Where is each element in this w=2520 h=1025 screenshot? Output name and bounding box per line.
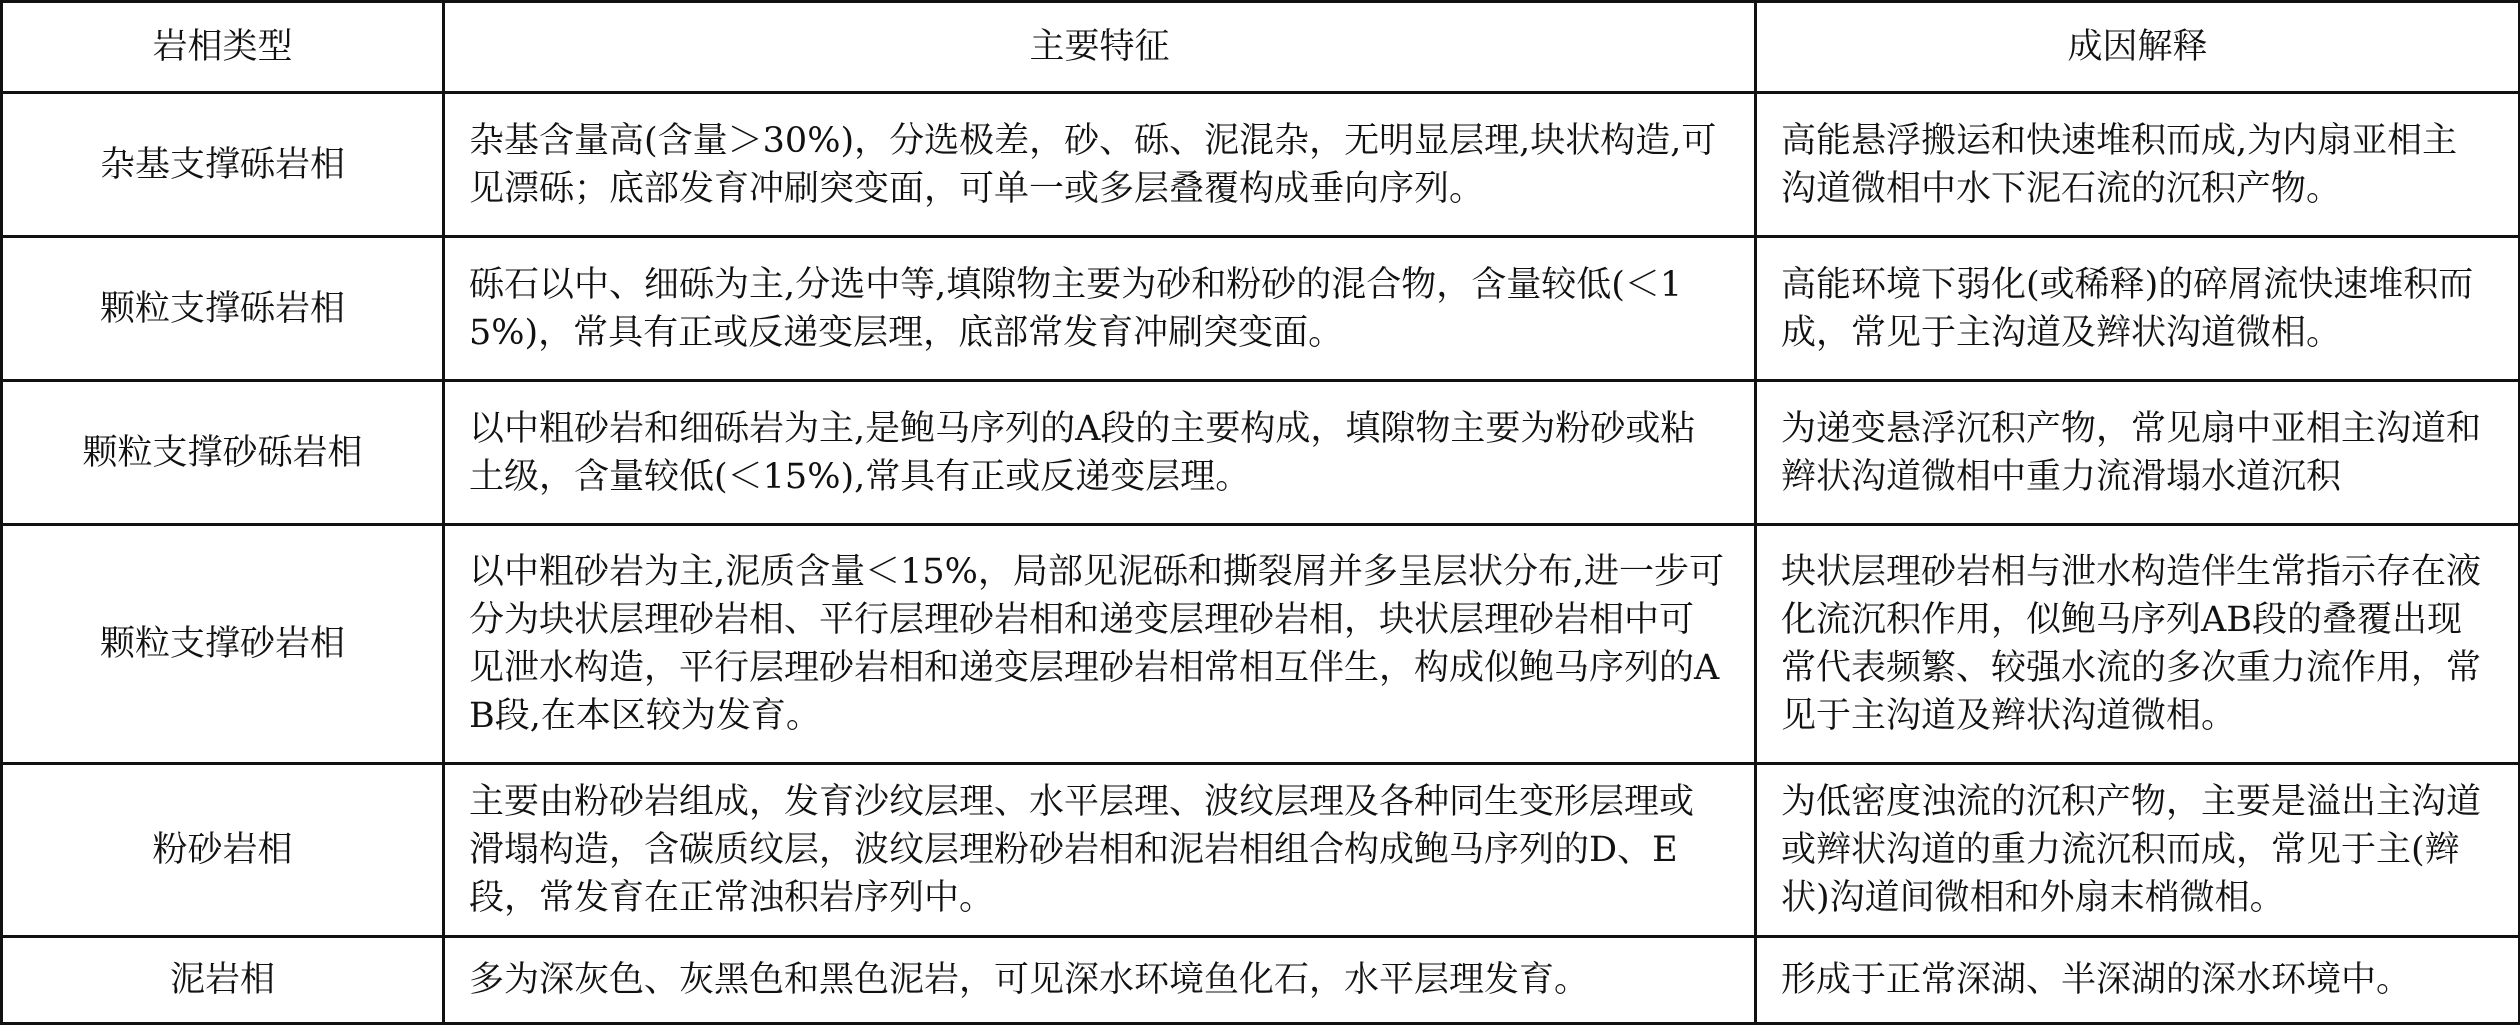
cell-lithofacies-type: 粉砂岩相 (2, 764, 444, 937)
header-main-features: 主要特征 (444, 2, 1756, 93)
table-row (2, 764, 2520, 937)
table-row (2, 93, 2520, 237)
cell-main-features: 主要由粉砂岩组成，发育沙纹层理、水平层理、波纹层理及各种同生变形层理或滑塌构造，含碳质纹层，波纹层理粉砂岩相和泥岩相组合构成鲍马序列的D、E段，常发育在正常浊积岩序列中。 (444, 764, 1756, 937)
cell-genetic-interpretation: 为递变悬浮沉积产物，常见扇中亚相主沟道和辫状沟道微相中重力流滑塌水道沉积 (1756, 381, 2520, 525)
cell-lithofacies-type: 颗粒支撑砂砾岩相 (2, 381, 444, 525)
table-row (2, 381, 2520, 525)
table-row (2, 237, 2520, 381)
cell-lithofacies-type: 泥岩相 (2, 937, 444, 1024)
cell-genetic-interpretation: 块状层理砂岩相与泄水构造伴生常指示存在液化流沉积作用，似鲍马序列AB段的叠覆出现常代表频繁、较强水流的多次重力流作用，常见于主沟道及辫状沟道微相。 (1756, 525, 2520, 764)
header-genetic-interpretation: 成因解释 (1756, 2, 2520, 93)
table-row (2, 937, 2520, 1024)
cell-genetic-interpretation: 形成于正常深湖、半深湖的深水环境中。 (1756, 937, 2520, 1024)
table-body (2, 93, 2520, 1024)
cell-main-features: 砾石以中、细砾为主,分选中等,填隙物主要为砂和粉砂的混合物，含量较低(＜15%)，常具有正或反递变层理，底部常发育冲刷突变面。 (444, 237, 1756, 381)
cell-main-features: 多为深灰色、灰黑色和黑色泥岩，可见深水环境鱼化石，水平层理发育。 (444, 937, 1756, 1024)
header-row (2, 2, 2520, 93)
header-lithofacies-type: 岩相类型 (2, 2, 444, 93)
cell-genetic-interpretation: 高能悬浮搬运和快速堆积而成,为内扇亚相主沟道微相中水下泥石流的沉积产物。 (1756, 93, 2520, 237)
cell-genetic-interpretation: 高能环境下弱化(或稀释)的碎屑流快速堆积而成，常见于主沟道及辫状沟道微相。 (1756, 237, 2520, 381)
cell-lithofacies-type: 颗粒支撑砂岩相 (2, 525, 444, 764)
cell-main-features: 杂基含量高(含量＞30%)，分选极差，砂、砾、泥混杂，无明显层理,块状构造,可见漂砾；底部发育冲刷突变面，可单一或多层叠覆构成垂向序列。 (444, 93, 1756, 237)
cell-lithofacies-type: 杂基支撑砾岩相 (2, 93, 444, 237)
table-row (2, 525, 2520, 764)
cell-main-features: 以中粗砂岩为主,泥质含量＜15%，局部见泥砾和撕裂屑并多呈层状分布,进一步可分为块状层理砂岩相、平行层理砂岩相和递变层理砂岩相，块状层理砂岩相中可见泄水构造，平行层理砂岩相和递变层理砂岩相常相互伴生，构成似鲍马序列的AB段,在本区较为发育。 (444, 525, 1756, 764)
table-header (2, 2, 2520, 93)
cell-genetic-interpretation: 为低密度浊流的沉积产物，主要是溢出主沟道或辫状沟道的重力流沉积而成，常见于主(辫状)沟道间微相和外扇末梢微相。 (1756, 764, 2520, 937)
cell-main-features: 以中粗砂岩和细砾岩为主,是鲍马序列的A段的主要构成，填隙物主要为粉砂或粘土级，含量较低(＜15%),常具有正或反递变层理。 (444, 381, 1756, 525)
cell-lithofacies-type: 颗粒支撑砾岩相 (2, 237, 444, 381)
